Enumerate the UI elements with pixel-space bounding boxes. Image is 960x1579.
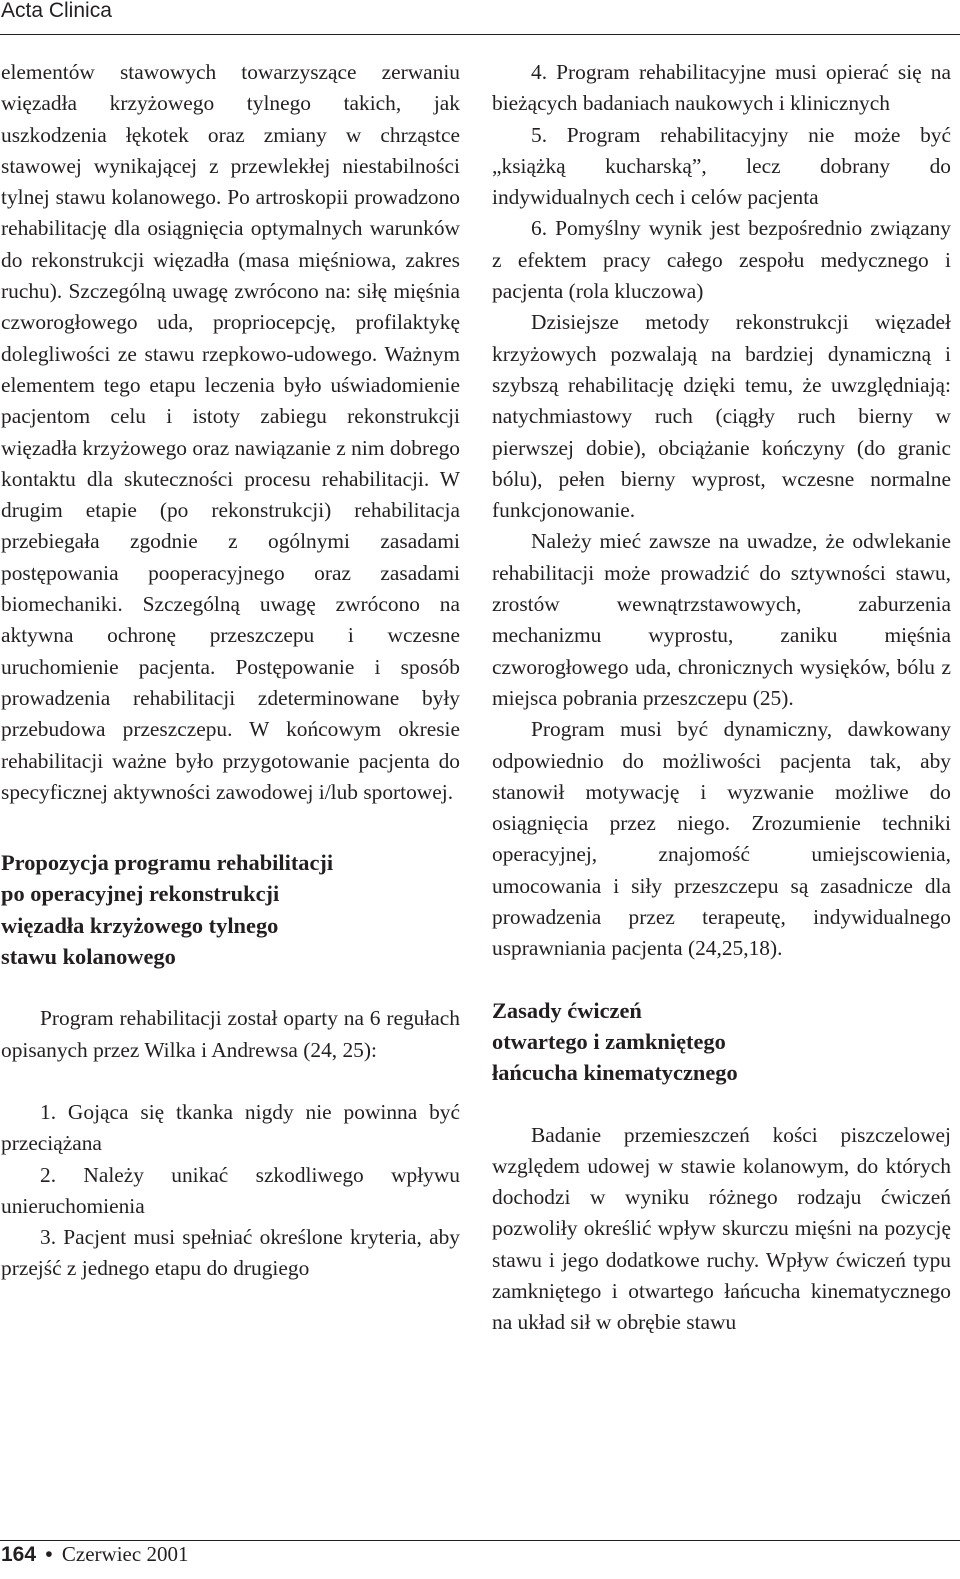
list-item: 5. Program rehabilitacyjny nie może być „książką kucharską”, lecz dobrany do indywidualnych cech i celów pacjenta bbox=[492, 122, 951, 210]
body-paragraph: Program musi być dynamiczny, dawkowany odpowiednio do możliwości pacjenta tak, aby stanowił motywację i wyzwanie możliwe do osiągnięcia przez niego. Zrozumienie techniki operacyjnej, znajomość umiejscowienia, umocowania i siły przeszczepu są zasadnicze dla prowadzenia przez terapeutę, indywidualnego usprawniania pacjenta (24,25,18). bbox=[492, 717, 951, 961]
section-heading-line: otwartego i zamkniętego bbox=[492, 1028, 726, 1054]
section-heading-line: stawu kolanowego bbox=[1, 944, 176, 970]
section-heading-line: Zasady ćwiczeń bbox=[492, 997, 642, 1023]
section-heading-line: łańcucha kinematycznego bbox=[492, 1060, 738, 1086]
section-heading-line: więzadła krzyżowego tylnego bbox=[1, 912, 279, 938]
body-paragraph: Należy mieć zawsze na uwadze, że odwlekanie rehabilitacji może prowadzić do sztywności stawu, zrostów wewnątrzstawowych, zaburzenia mechanizmu wyprostu, zaniku mięśnia czworogłowego uda, chronicznych wysięków, bólu z miejsca pobrania przeszczepu (25). bbox=[492, 529, 951, 710]
section-heading-line: po operacyjnej rekonstrukcji bbox=[1, 881, 280, 907]
page-number: 164 bbox=[1, 1543, 37, 1566]
body-paragraph: Program rehabilitacji został oparty na 6 regułach opisanych przez Wilka i Andrewsa (24, 25): bbox=[1, 1006, 460, 1062]
list-item: 4. Program rehabilitacyjne musi opierać się na bieżących badaniach naukowych i klinicznych bbox=[492, 60, 951, 116]
list-item: 6. Pomyślny wynik jest bezpośrednio związany z efektem pracy całego zespołu medycznego i pacjenta (rola kluczowa) bbox=[492, 216, 951, 304]
page-footer bbox=[1, 1542, 188, 1567]
body-paragraph: Badanie przemieszczeń kości piszczelowej względem udowej w stawie kolanowym, do których dochodzi w wyniku różnego rodzaju ćwiczeń pozwoliły określić wpływ skurczu mięśni na pozycję stawu i jego dodatkowe ruchy. Wpływ ćwiczeń typu zamkniętego i otwartego łańcucha kinematycznego na układ sił w obrębie stawu bbox=[492, 1122, 951, 1335]
list-item: 1. Gojąca się tkanka nigdy nie powinna być przeciążana bbox=[1, 1099, 460, 1156]
section-heading bbox=[1, 847, 460, 972]
section-heading bbox=[492, 995, 951, 1089]
body-paragraph: Dzisiejsze metody rekonstrukcji więzadeł krzyżowych pozwalają na bardziej dynamiczną i szybszą rehabilitację dzięki temu, że uwzględniają: natychmiastowy ruch (ciągły ruch bierny w pierwszej dobie), obciążanie kończyny (do granic bólu), pełen bierny wyprost, wczesne normalne funkcjonowanie. bbox=[492, 310, 951, 523]
left-column bbox=[1, 57, 460, 1285]
list-item: 3. Pacjent musi spełniać określone kryteria, aby przejść z jednego etapu do drugiego bbox=[1, 1225, 460, 1281]
issue-date: Czerwiec 2001 bbox=[61, 1542, 189, 1566]
body-paragraph: elementów stawowych towarzyszące zerwaniu więzadła krzyżowego tylnego takich, jak uszkodzenia łękotek oraz zmiany w chrząstce stawowej wynikającej z przewlekłej niestabilności tylnej stawu kolanowego. Po artroskopii prowadzono rehabilitację dla osiągnięcia optymalnych warunków do rekonstrukcji więzadła (masa mięśniowa, zakres ruchu). Szczególną uwagę zwrócono na: siłę mięśnia czworogłowego uda, propriocepcję, profilaktykę dolegliwości ze stawu rzepkowo-udowego. Ważnym elementem tego etapu leczenia było uświadomienie pacjentom celu i istoty zabiegu rekonstrukcji więzadła krzyżowego oraz nawiązanie z nim dobrego kontaktu dla skuteczności procesu rehabilitacji. W drugim etapie (po rekonstrukcji) rehabilitacja przebiegała zgodnie z ogólnymi zasadami postępowania pooperacyjnego oraz zasadami biomechaniki. Szczególną uwagę zwrócono na aktywna ochronę przeszczepu i wczesne uruchomienie pacjenta. Postępowanie i sposób prowadzenia rehabilitacji zdeterminowane były przebudowa przeszczepu. W końcowym okresie rehabilitacji ważne było przygotowanie pacjenta do specyficznej aktywności zawodowej i/lub sportowej. bbox=[1, 60, 460, 804]
journal-title: Acta Clinica bbox=[1, 0, 112, 22]
footer-divider bbox=[0, 1540, 960, 1541]
header-divider bbox=[0, 34, 960, 35]
footer-separator: • bbox=[45, 1543, 53, 1566]
list-item: 2. Należy unikać szkodliwego wpływu unieruchomienia bbox=[1, 1162, 460, 1218]
section-heading-line: Propozycja programu rehabilitacji bbox=[1, 850, 334, 876]
right-column bbox=[492, 57, 951, 1339]
